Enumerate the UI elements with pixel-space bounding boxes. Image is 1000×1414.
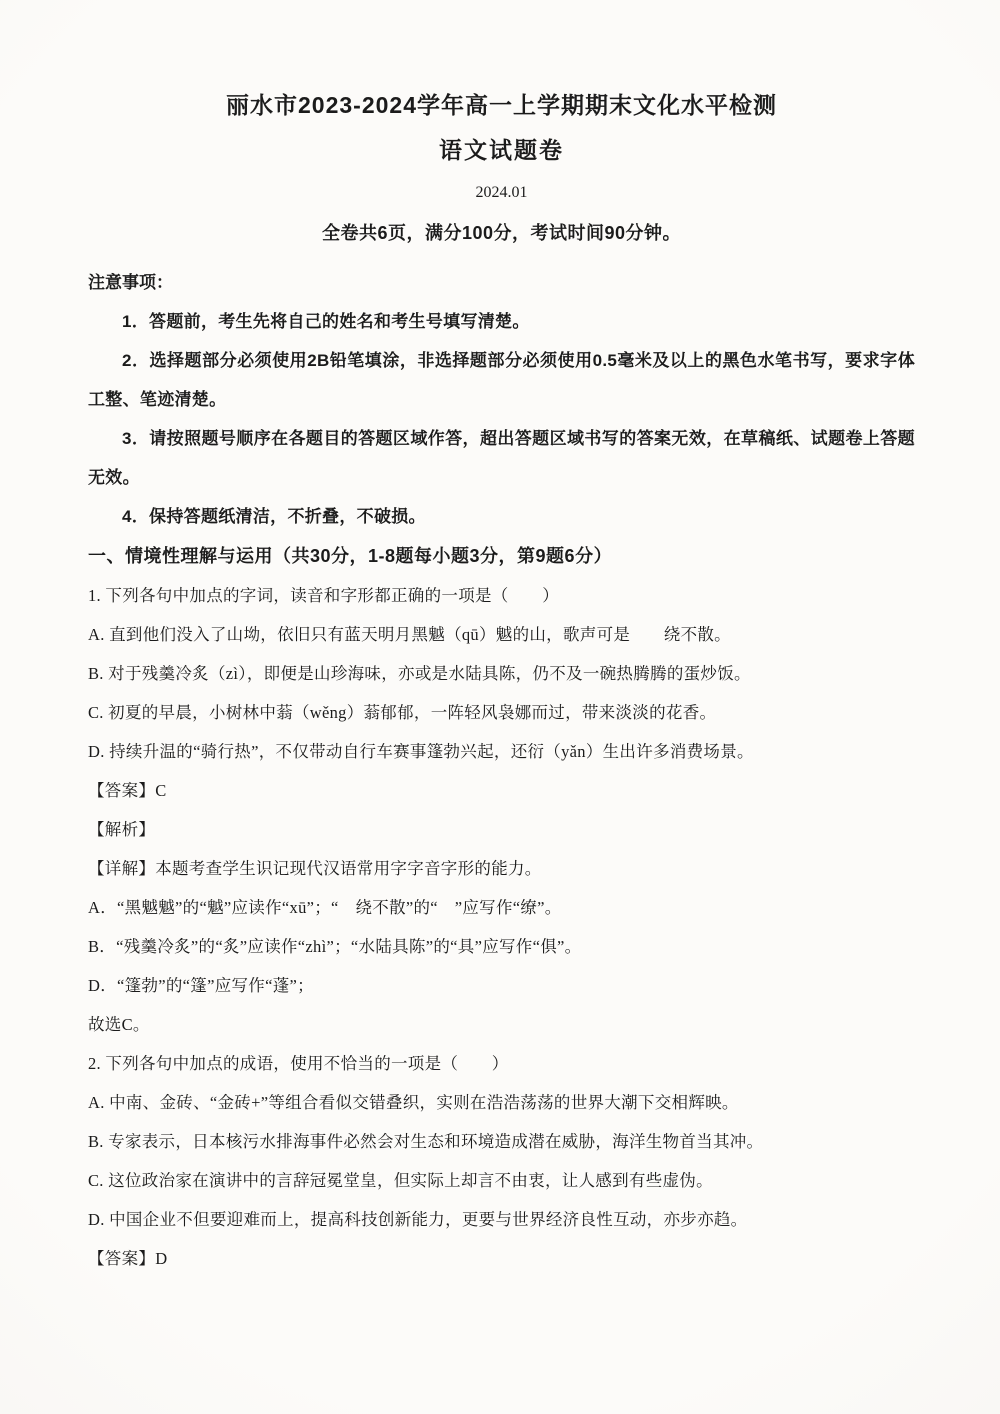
question-1-detail: 【详解】本题考查学生识记现代汉语常用字字音字形的能力。 <box>88 859 542 878</box>
notice-item-1: 1．答题前，考生先将自己的姓名和考生号填写清楚。 <box>122 312 530 331</box>
exam-meta-info: 全卷共6页，满分100分，考试时间90分钟。 <box>321 223 682 243</box>
notice-item-3: 3．请按照题号顺序在各题目的答题区域作答，超出答题区域书写的答案无效，在草稿纸、试题卷上答题无效。 <box>88 429 915 487</box>
question-1-explanation-b: B．“残羹冷炙”的“炙”应读作“zhì”；“水陆具陈”的“具”应写作“俱”。 <box>88 937 582 956</box>
section-heading: 一、情境性理解与运用（共30分，1-8题每小题3分，第9题6分） <box>88 546 613 566</box>
question-1-answer: 【答案】C <box>88 781 167 800</box>
notice-item-4: 4．保持答题纸清洁，不折叠，不破损。 <box>122 507 426 526</box>
question-1-stem: 1. 下列各句中加点的字词，读音和字形都正确的一项是（ ） <box>88 586 559 605</box>
question-2-option-c: C. 这位政治家在演讲中的言辞冠冕堂皇，但实际上却言不由衷，让人感到有些虚伪。 <box>88 1171 713 1190</box>
paper-subtitle: 语文试题卷 <box>439 137 564 163</box>
question-1-analysis-label: 【解析】 <box>88 820 156 839</box>
question-1-explanation-d: D．“篷勃”的“篷”应写作“蓬”； <box>88 976 314 995</box>
question-1-explanation-a: A．“黑魆魆”的“魆”应读作“xū”；“ 绕不散”的“ ”应写作“缭”。 <box>88 898 562 917</box>
exam-date: 2024.01 <box>475 184 528 201</box>
question-1-conclusion: 故选C。 <box>88 1015 150 1034</box>
notice-item-2: 2．选择题部分必须使用2B铅笔填涂，非选择题部分必须使用0.5毫米及以上的黑色水笔书写，要求字体工整、笔迹清楚。 <box>88 351 915 409</box>
question-1-option-c: C. 初夏的早晨，小树林中蓊（wěng）蓊郁郁，一阵轻风袅娜而过，带来淡淡的花香。 <box>88 703 717 722</box>
question-2-option-d: D. 中国企业不但要迎难而上，提高科技创新能力，更要与世界经济良性互动，亦步亦趋。 <box>88 1210 748 1229</box>
question-2-stem: 2. 下列各句中加点的成语，使用不恰当的一项是（ ） <box>88 1054 509 1073</box>
question-2-answer: 【答案】D <box>88 1249 168 1268</box>
question-2-option-a: A. 中南、金砖、“金砖+”等组合看似交错叠织，实则在浩浩荡荡的世界大潮下交相辉映。 <box>88 1093 739 1112</box>
question-1-option-b: B. 对于残羹冷炙（zì），即便是山珍海味，亦或是水陆具陈，仍不及一碗热腾腾的蛋炒饭。 <box>88 664 751 683</box>
page-title: 丽水市2023-2024学年高一上学期期末文化水平检测 <box>226 92 777 118</box>
question-1-option-a: A. 直到他们没入了山坳，依旧只有蓝天明月黑魆（qū）魆的山，歌声可是 绕不散。 <box>88 625 731 644</box>
question-2-option-b: B. 专家表示，日本核污水排海事件必然会对生态和环境造成潜在威胁，海洋生物首当其冲。 <box>88 1132 764 1151</box>
question-1-option-d: D. 持续升温的“骑行热”，不仅带动自行车赛事篷勃兴起，还衍（yǎn）生出许多消费场景。 <box>88 742 754 761</box>
notice-heading: 注意事项： <box>88 273 173 292</box>
